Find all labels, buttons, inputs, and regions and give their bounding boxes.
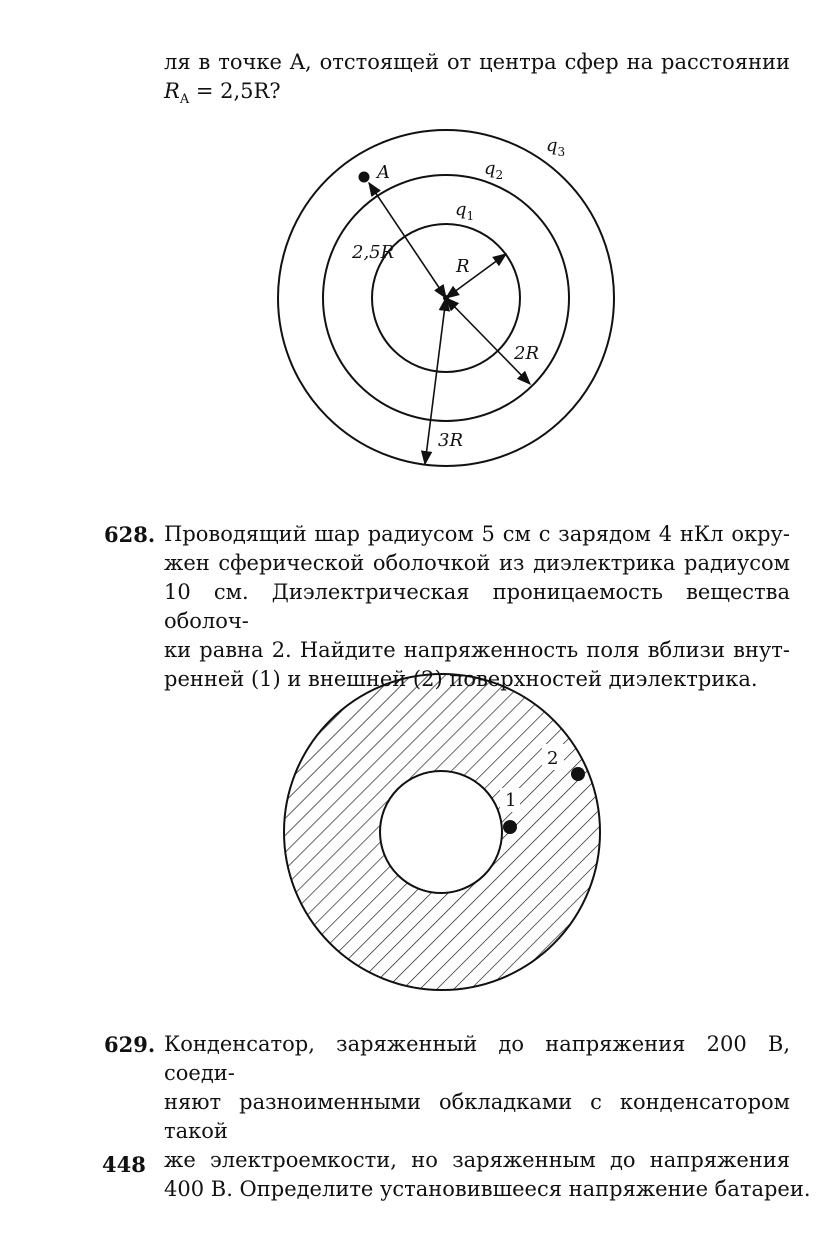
problem-629-line: 400 В. Определите установившееся напряжение батареи.	[164, 1177, 811, 1201]
problem-629-line: няют разноименными обкладками с конденсатором такой	[164, 1090, 790, 1143]
label-point-a: A	[377, 162, 390, 183]
problem-628-line: ренней (1) и внешней (2) поверхностей диэлектрика.	[164, 667, 758, 691]
problem-629-number: 629.	[104, 1032, 156, 1057]
problem-629-line: Конденсатор, заряженный до напряжения 200 В, соеди-	[164, 1032, 790, 1085]
conducting-sphere	[380, 771, 502, 893]
problem-629-text	[164, 1030, 811, 1204]
problem-628-line: Проводящий шар радиусом 5 см с зарядом 4 нКл окру-	[164, 522, 790, 546]
problem-628-number: 628.	[104, 522, 156, 547]
label-2-5r: 2,5R	[352, 242, 395, 263]
label-q2: $q_2$	[484, 158, 504, 182]
problem-628-text	[164, 520, 790, 694]
problem-628-line: жен сферической оболочкой из диэлектрика радиусом	[164, 551, 790, 575]
label-q1: $q_1$	[455, 199, 475, 223]
problem-629-line: же электроемкости, но заряженным до напряжения	[164, 1148, 790, 1172]
ra-subscript: A	[179, 92, 190, 108]
top-text-line-1: ля в точке A, отстоящей от центра сфер на расстоянии	[164, 50, 790, 74]
arrow-r	[446, 254, 506, 298]
label-point-2: 2	[547, 748, 559, 769]
label-q3: $q_3$	[546, 135, 566, 159]
point-1-dot	[503, 820, 517, 834]
page-number: 448	[102, 1152, 146, 1177]
problem-628-line: ки равна 2. Найдите напряженность поля вблизи внут-	[164, 638, 790, 662]
label-point-1: 1	[505, 790, 517, 811]
label-3r: 3R	[438, 430, 464, 451]
ra-symbol: R	[164, 79, 180, 103]
point-a-dot	[359, 172, 370, 183]
figure-dielectric-shell	[284, 674, 600, 990]
point-2-dot	[571, 767, 585, 781]
ra-value: = 2,5R?	[189, 79, 281, 103]
problem-628-line: 10 см. Диэлектрическая проницаемость вещества оболоч-	[164, 580, 790, 633]
label-r: R	[456, 256, 470, 277]
arrow-2-5r	[369, 183, 446, 298]
label-2r: 2R	[514, 343, 540, 364]
